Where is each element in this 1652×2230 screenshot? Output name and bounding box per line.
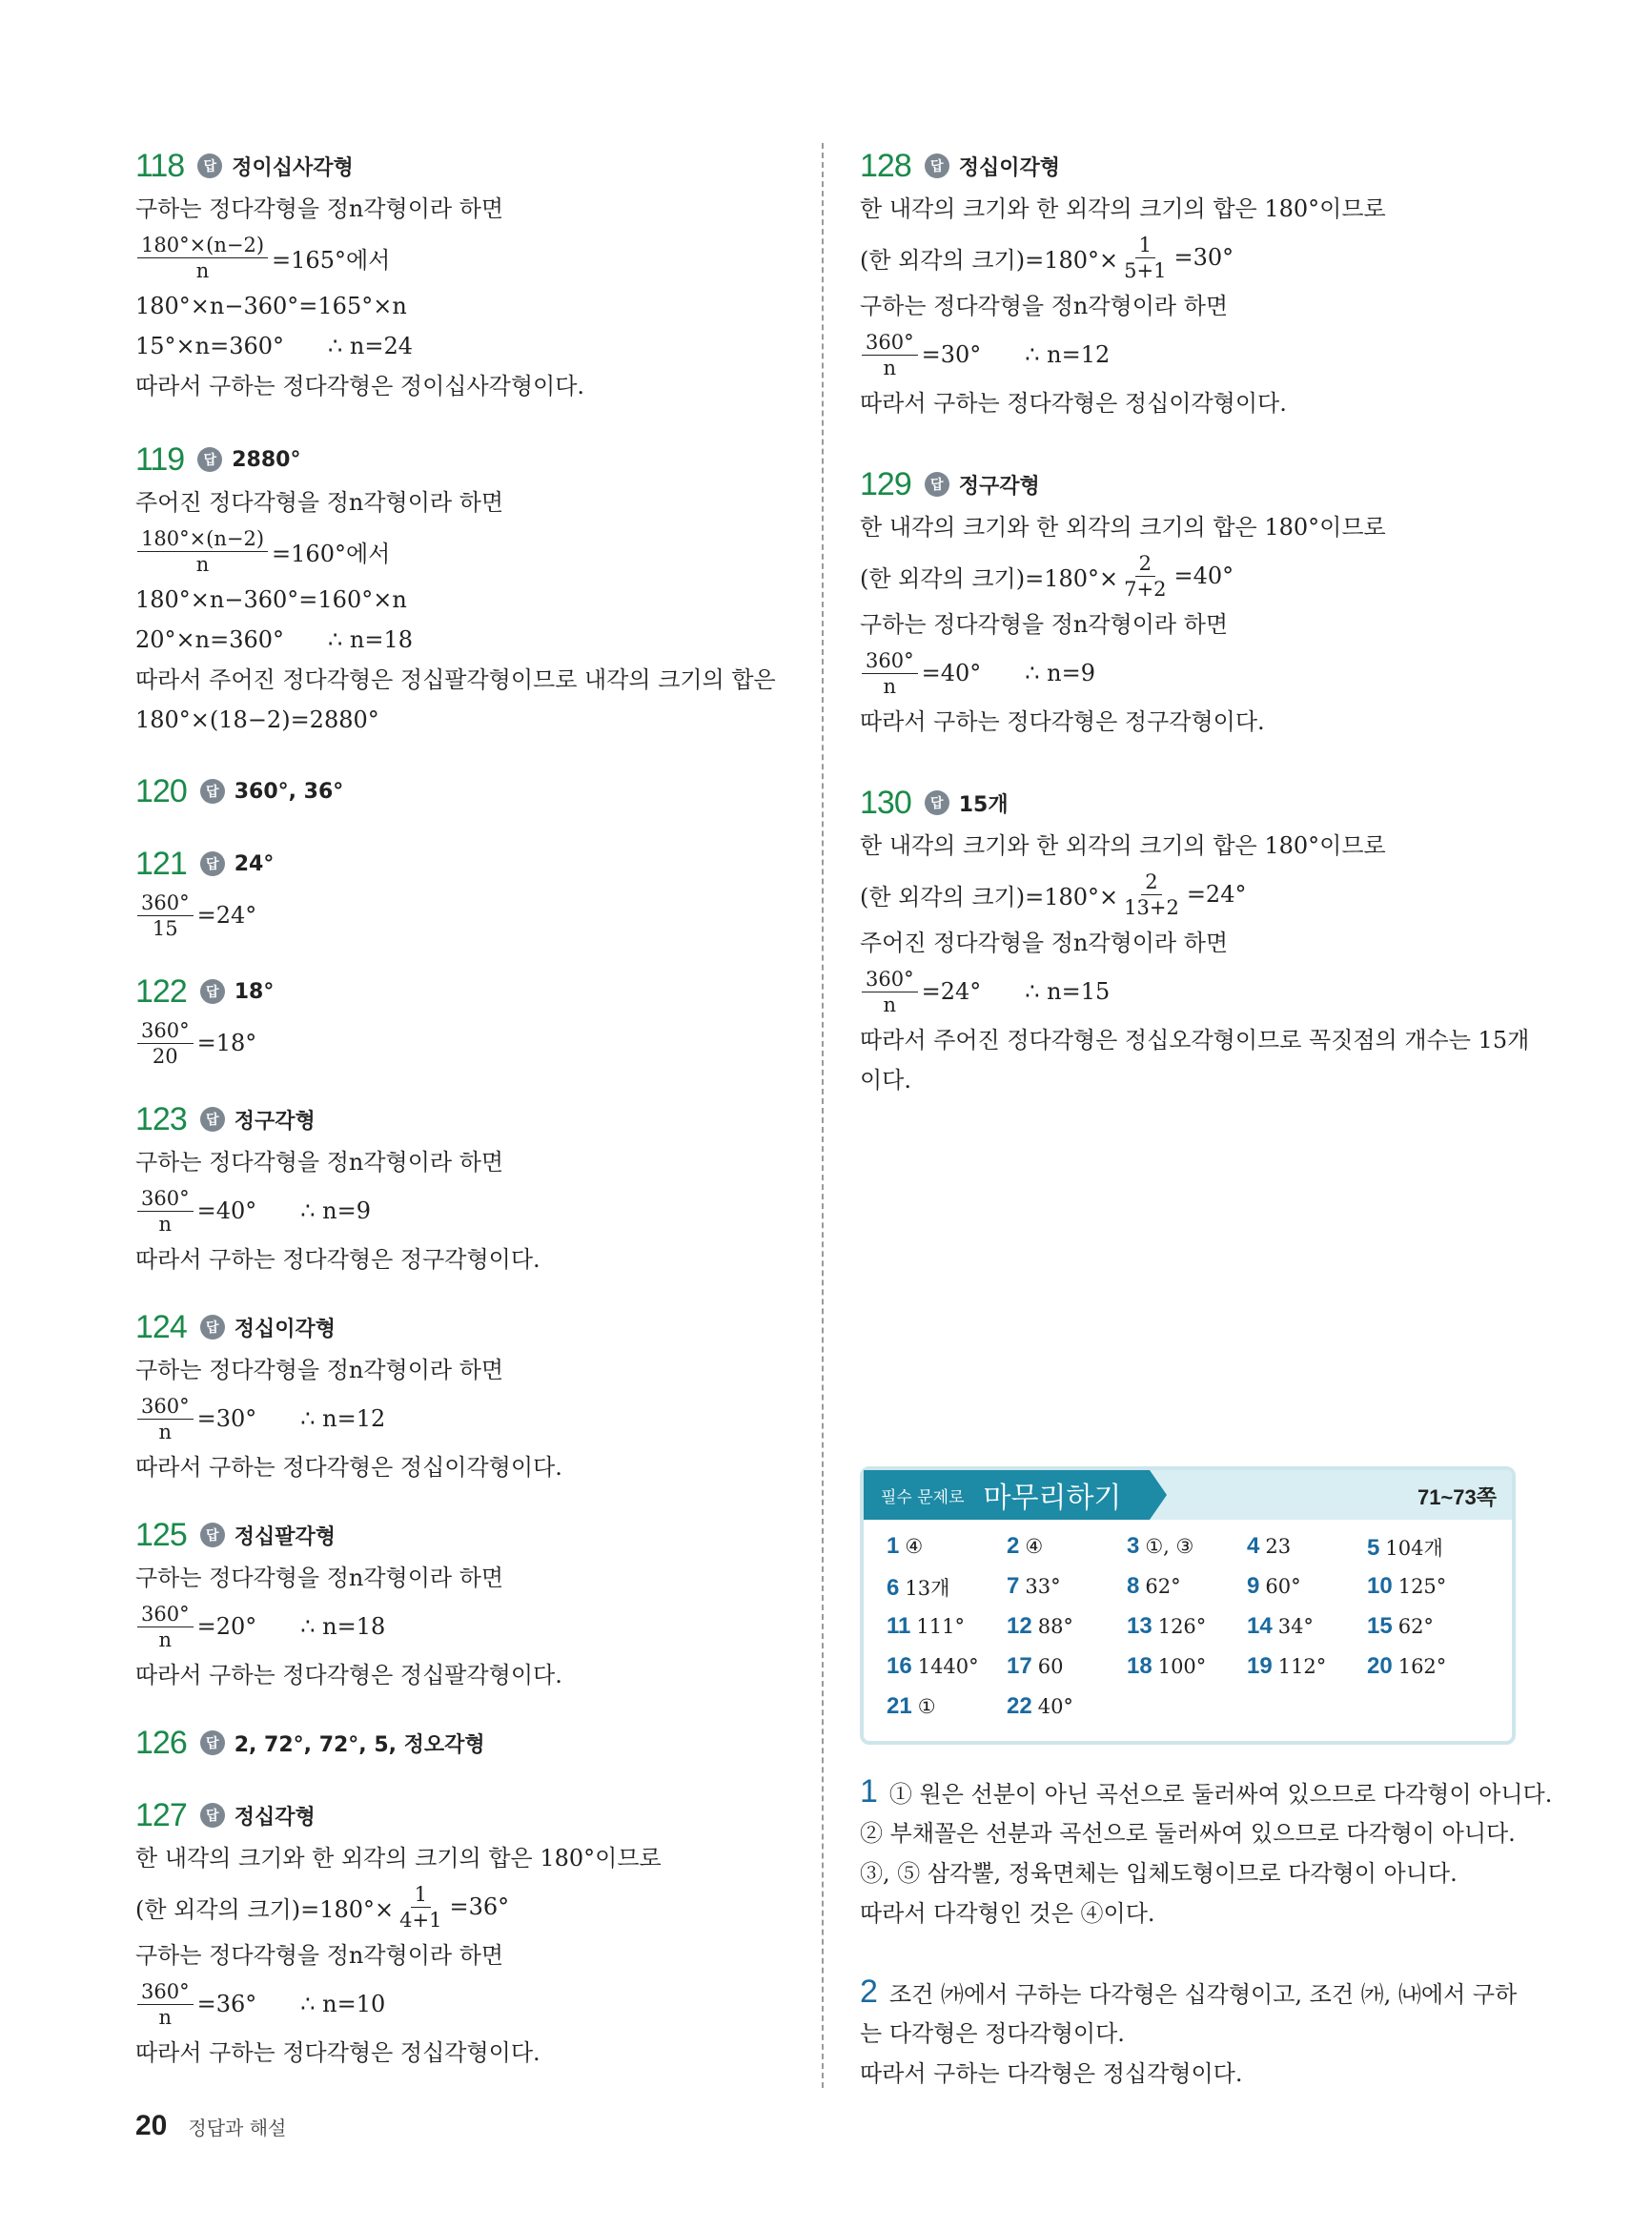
- text-line: 한 내각의 크기와 한 외각의 크기의 합은 180°이므로: [860, 195, 1386, 222]
- equation: [135, 522, 765, 580]
- problem-number: 119: [135, 440, 185, 478]
- text-line: 따라서 구하는 정다각형은 정십이각형이다.: [135, 1454, 562, 1481]
- summary-item-answer: 40°: [1037, 1695, 1073, 1718]
- fraction-numerator: 180°×(n−2): [137, 233, 268, 258]
- text-line: [860, 1970, 1518, 2014]
- summary-item-number: 19: [1247, 1653, 1273, 1679]
- problem-number: 122: [135, 972, 187, 1010]
- text-line: ② 부채꼴은 선분과 곡선으로 둘러싸여 있으므로 다각형이 아니다.: [860, 1820, 1516, 1847]
- equation-rest: =40°: [1173, 563, 1234, 589]
- answer-tag-icon: 답: [200, 1523, 225, 1547]
- equation: [135, 1014, 765, 1072]
- summary-item-number: 10: [1367, 1573, 1393, 1599]
- answer-tag-icon: 답: [197, 447, 222, 472]
- equation: [135, 1182, 765, 1239]
- summary-item-answer: ①, ③: [1145, 1535, 1194, 1558]
- conclusion: ∴ n=12: [300, 1405, 386, 1432]
- equation: [135, 620, 765, 660]
- summary-answer-item: [887, 1533, 1007, 1573]
- summary-item-answer: 1440°: [917, 1655, 979, 1678]
- fraction-denominator: 4+1: [399, 1908, 442, 1932]
- fraction-numerator: 180°×(n−2): [137, 526, 268, 552]
- summary-item-answer: 111°: [916, 1615, 965, 1638]
- equation: [860, 326, 1518, 383]
- equation-rest: =30°: [921, 341, 982, 368]
- summary-title: 마무리하기: [983, 1482, 1122, 1515]
- text-line: 주어진 정다각형을 정n각형이라 하면: [135, 489, 504, 516]
- summary-answer-item: [1367, 1533, 1487, 1573]
- summary-answer-item: [1127, 1653, 1247, 1693]
- summary-item-number: 22: [1007, 1693, 1032, 1719]
- summary-row: [887, 1533, 1497, 1573]
- equation: [860, 229, 1518, 286]
- summary-answer-item: [1247, 1533, 1367, 1573]
- fraction-denominator: n: [195, 258, 210, 282]
- summary-item-number: 11: [887, 1613, 911, 1639]
- problem-number: 129: [860, 465, 911, 502]
- summary-answer-box: [860, 1466, 1516, 1745]
- equation-rest: =160°에서: [272, 540, 391, 567]
- fraction-numerator: 360°: [862, 648, 918, 674]
- equation-rest: =24°: [1186, 881, 1247, 908]
- explanation-text: 조건 ㈎에서 구하는 다각형은 십각형이고, 조건 ㈎, ㈏에서 구하: [888, 1981, 1518, 2008]
- summary-answer-item: [1127, 1573, 1247, 1613]
- answer-tag-icon: 답: [200, 979, 225, 1004]
- text-line: 180°×n−360°=160°×n: [135, 586, 407, 613]
- text-line: ③, ⑤ 삼각뿔, 정육면체는 입체도형이므로 다각형이 아니다.: [860, 1860, 1458, 1887]
- summary-answer-item: [1367, 1573, 1487, 1613]
- fraction-denominator: n: [158, 1212, 173, 1236]
- fraction-denominator: n: [158, 1420, 173, 1443]
- fraction-denominator: 15: [152, 916, 178, 940]
- summary-item-number: 6: [887, 1575, 900, 1601]
- text-line: 따라서 구하는 정다각형은 정구각형이다.: [860, 708, 1265, 735]
- problem-number: 123: [135, 1100, 187, 1137]
- page-footer: [135, 2110, 286, 2142]
- summary-item-answer: 100°: [1157, 1655, 1207, 1678]
- problem-118: [135, 143, 765, 406]
- conclusion: ∴ n=9: [1025, 660, 1095, 686]
- text-line: 따라서 다각형인 것은 ④이다.: [860, 1900, 1155, 1927]
- text-line: 따라서 구하는 정다각형은 정십이각형이다.: [860, 390, 1287, 417]
- equation-prefix: (한 외각의 크기)=180°×: [860, 883, 1119, 910]
- equation-part: 15°×n=360°: [135, 333, 285, 359]
- equation-rest: =30°: [1173, 244, 1234, 271]
- summary-item-number: 14: [1247, 1613, 1273, 1639]
- summary-row: [887, 1653, 1497, 1693]
- summary-item-answer: 60: [1037, 1655, 1064, 1678]
- equation-rest: =24°: [196, 902, 257, 929]
- problem-number: 124: [135, 1308, 187, 1345]
- answer: 정십이각형: [958, 155, 1060, 180]
- summary-item-number: 1: [887, 1533, 900, 1559]
- text-line: 구하는 정다각형을 정n각형이라 하면: [135, 1942, 504, 1969]
- answer: 360°, 36°: [234, 779, 344, 804]
- problem-number: 120: [135, 772, 187, 809]
- summary-item-answer: 62°: [1397, 1615, 1434, 1638]
- text-line: 따라서 구하는 정다각형은 정십팔각형이다.: [135, 1662, 562, 1688]
- fraction-numerator: 1: [1135, 233, 1155, 258]
- text-line: 이다.: [860, 1067, 911, 1094]
- problem-119: [135, 437, 776, 740]
- summary-item-answer: 126°: [1157, 1615, 1207, 1638]
- summary-item-answer: ④: [1025, 1535, 1044, 1558]
- text-line: 구하는 정다각형을 정n각형이라 하면: [135, 195, 504, 222]
- explanation-1: [860, 1770, 1553, 1933]
- summary-item-answer: 13개: [905, 1577, 950, 1600]
- fraction-numerator: 2: [1135, 551, 1155, 577]
- equation: [135, 326, 765, 366]
- summary-answer-item: [887, 1693, 1007, 1733]
- problem-number: 125: [135, 1516, 187, 1553]
- summary-answer-item: [1007, 1573, 1127, 1613]
- summary-answer-grid: [887, 1533, 1497, 1733]
- problem-120: [135, 768, 765, 814]
- answer-tag-icon: 답: [925, 153, 949, 178]
- answer: 정십이각형: [234, 1317, 336, 1341]
- summary-item-answer: 23: [1265, 1535, 1292, 1558]
- summary-item-answer: 162°: [1397, 1655, 1447, 1678]
- text-line: 따라서 주어진 정다각형은 정십팔각형이므로 내각의 크기의 합은: [135, 666, 776, 693]
- problem-number: 121: [135, 845, 187, 882]
- problem-121: [135, 841, 765, 944]
- summary-item-number: 5: [1367, 1535, 1380, 1561]
- summary-item-number: 13: [1127, 1613, 1152, 1639]
- conclusion: ∴ n=18: [328, 626, 414, 653]
- problem-127: [135, 1792, 765, 2073]
- fraction-denominator: 20: [152, 1044, 178, 1068]
- answer: 정구각형: [958, 474, 1040, 499]
- text-line: 한 내각의 크기와 한 외각의 크기의 합은 180°이므로: [135, 1845, 662, 1872]
- text-line: 구하는 정다각형을 정n각형이라 하면: [135, 1565, 504, 1591]
- text-line: 한 내각의 크기와 한 외각의 크기의 합은 180°이므로: [860, 832, 1386, 859]
- fraction-numerator: 360°: [137, 1979, 194, 2005]
- summary-answer-item: [1007, 1533, 1127, 1573]
- problem-124: [135, 1304, 765, 1487]
- fraction-denominator: 5+1: [1124, 258, 1167, 282]
- summary-answer-item: [1127, 1533, 1247, 1573]
- summary-item-number: 9: [1247, 1573, 1260, 1599]
- problem-125: [135, 1512, 765, 1695]
- answer: 정십각형: [234, 1805, 316, 1830]
- text-line: [860, 1770, 1553, 1813]
- summary-item-number: 3: [1127, 1533, 1140, 1559]
- problem-122: [135, 969, 765, 1072]
- equation-rest: =20°: [196, 1613, 257, 1640]
- problem-126: [135, 1720, 765, 1766]
- text-line: 따라서 구하는 다각형은 정십각형이다.: [860, 2060, 1243, 2087]
- fraction-numerator: 360°: [137, 890, 194, 916]
- fraction-numerator: 360°: [862, 967, 918, 992]
- page-number: 20: [135, 2110, 168, 2141]
- summary-answer-item: [1367, 1653, 1487, 1693]
- text-line: 180°×(18−2)=2880°: [135, 706, 379, 733]
- text-line: 따라서 구하는 정다각형은 정십각형이다.: [135, 2039, 540, 2066]
- equation-prefix: (한 외각의 크기)=180°×: [860, 246, 1119, 274]
- equation: [860, 644, 1518, 702]
- equation: [135, 1390, 765, 1447]
- fraction-denominator: 13+2: [1124, 895, 1179, 919]
- text-line: 한 내각의 크기와 한 외각의 크기의 합은 180°이므로: [860, 514, 1386, 541]
- equation-rest: =40°: [921, 660, 982, 686]
- summary-answer-item: [1247, 1653, 1367, 1693]
- summary-answer-item: [887, 1613, 1007, 1653]
- summary-answer-item: [887, 1653, 1007, 1693]
- fraction-numerator: 2: [1141, 869, 1161, 895]
- summary-item-number: 4: [1247, 1533, 1260, 1559]
- conclusion: ∴ n=18: [300, 1613, 386, 1640]
- problem-number: 126: [135, 1724, 187, 1761]
- answer-tag-icon: 답: [200, 1315, 225, 1340]
- text-line: 180°×n−360°=165°×n: [135, 293, 407, 319]
- text-line: 따라서 주어진 정다각형은 정십오각형이므로 꼭짓점의 개수는 15개: [860, 1027, 1530, 1054]
- conclusion: ∴ n=24: [328, 333, 414, 359]
- answer: 정구각형: [234, 1109, 316, 1134]
- fraction-denominator: n: [158, 2005, 173, 2029]
- summary-item-answer: ①: [917, 1695, 936, 1718]
- summary-item-answer: ④: [905, 1535, 924, 1558]
- equation: [135, 1975, 765, 2033]
- answer: 2880°: [232, 447, 301, 472]
- equation-rest: =18°: [196, 1030, 257, 1056]
- summary-answer-item: [1367, 1613, 1487, 1653]
- problem-128: [860, 143, 1518, 423]
- summary-item-number: 12: [1007, 1613, 1032, 1639]
- footer-title: 정답과 해설: [188, 2116, 287, 2139]
- problem-number: 130: [860, 784, 911, 821]
- text-line: 따라서 구하는 정다각형은 정구각형이다.: [135, 1246, 540, 1273]
- equation: [860, 963, 1518, 1020]
- fraction-numerator: 360°: [137, 1018, 194, 1044]
- text-line: 는 다각형은 정다각형이다.: [860, 2020, 1125, 2047]
- summary-answer-item: [1007, 1693, 1127, 1733]
- summary-item-number: 17: [1007, 1653, 1032, 1679]
- summary-item-number: 2: [1007, 1533, 1020, 1559]
- conclusion: ∴ n=9: [300, 1197, 371, 1224]
- answer-tag-icon: 답: [200, 779, 225, 804]
- problem-123: [135, 1096, 765, 1279]
- answer: 2, 72°, 72°, 5, 정오각형: [234, 1732, 485, 1757]
- summary-item-answer: 62°: [1145, 1575, 1181, 1598]
- conclusion: ∴ n=15: [1025, 978, 1111, 1005]
- answer: 18°: [234, 979, 275, 1004]
- explanation-number: 2: [860, 1974, 878, 2010]
- summary-answer-item: [887, 1573, 1007, 1613]
- summary-row: [887, 1613, 1497, 1653]
- summary-answer-item: [1007, 1653, 1127, 1693]
- equation: [135, 229, 765, 286]
- fraction-numerator: 360°: [137, 1602, 194, 1627]
- fraction-denominator: n: [883, 992, 897, 1016]
- summary-header: [864, 1470, 1512, 1520]
- fraction-denominator: 7+2: [1124, 577, 1167, 601]
- summary-answer-item: [1007, 1613, 1127, 1653]
- column-divider: [822, 143, 824, 2088]
- equation-rest: =30°: [196, 1405, 257, 1432]
- problem-number: 128: [860, 147, 911, 184]
- summary-row: [887, 1573, 1497, 1613]
- fraction-denominator: n: [195, 552, 210, 576]
- problem-129: [860, 461, 1518, 742]
- equation-prefix: (한 외각의 크기)=180°×: [860, 564, 1119, 592]
- summary-answer-item: [1127, 1613, 1247, 1653]
- summary-item-answer: 60°: [1265, 1575, 1301, 1598]
- text-line: 구하는 정다각형을 정n각형이라 하면: [135, 1149, 504, 1176]
- summary-item-number: 7: [1007, 1573, 1020, 1599]
- explanation-number: 1: [860, 1773, 878, 1810]
- equation: [860, 547, 1518, 604]
- equation-rest: =40°: [196, 1197, 257, 1224]
- answer: 정십팔각형: [234, 1524, 336, 1549]
- conclusion: ∴ n=10: [300, 1991, 386, 2017]
- summary-item-number: 8: [1127, 1573, 1140, 1599]
- answer: 15개: [958, 792, 1009, 817]
- equation-part: 20°×n=360°: [135, 626, 285, 653]
- problem-130: [860, 780, 1530, 1100]
- text-line: 구하는 정다각형을 정n각형이라 하면: [135, 1357, 504, 1383]
- answer-tag-icon: 답: [197, 153, 222, 178]
- answer-tag-icon: 답: [200, 1107, 225, 1132]
- explanation-text: ① 원은 선분이 아닌 곡선으로 둘러싸여 있으므로 다각형이 아니다.: [888, 1781, 1553, 1808]
- conclusion: ∴ n=12: [1025, 341, 1111, 368]
- equation: [135, 887, 765, 944]
- text-line: 따라서 구하는 정다각형은 정이십사각형이다.: [135, 373, 585, 399]
- text-line: 구하는 정다각형을 정n각형이라 하면: [860, 293, 1229, 319]
- summary-item-answer: 112°: [1277, 1655, 1327, 1678]
- summary-item-answer: 88°: [1037, 1615, 1073, 1638]
- fraction-numerator: 360°: [137, 1186, 194, 1212]
- summary-item-number: 21: [887, 1693, 912, 1719]
- answer-tag-icon: 답: [200, 851, 225, 876]
- equation-rest: =36°: [449, 1893, 510, 1920]
- fraction-numerator: 360°: [137, 1394, 194, 1420]
- answer-tag-icon: 답: [200, 1803, 225, 1828]
- text-line: 구하는 정다각형을 정n각형이라 하면: [860, 611, 1229, 638]
- summary-answer-item: [1247, 1613, 1367, 1653]
- fraction-denominator: n: [158, 1627, 173, 1651]
- fraction-denominator: n: [883, 674, 897, 698]
- summary-badge: 필수 문제로: [871, 1481, 974, 1510]
- equation-prefix: (한 외각의 크기)=180°×: [135, 1895, 395, 1923]
- summary-row: [887, 1693, 1497, 1733]
- answer: 24°: [234, 851, 275, 876]
- summary-item-answer: 125°: [1397, 1575, 1447, 1598]
- text-line: 주어진 정다각형을 정n각형이라 하면: [860, 930, 1229, 956]
- summary-item-number: 18: [1127, 1653, 1152, 1679]
- answer-tag-icon: 답: [200, 1730, 225, 1755]
- fraction-numerator: 1: [411, 1882, 431, 1908]
- equation-rest: =36°: [196, 1991, 257, 2017]
- equation: [860, 866, 1518, 923]
- problem-number: 118: [135, 147, 185, 184]
- equation-rest: =24°: [921, 978, 982, 1005]
- summary-item-answer: 33°: [1025, 1575, 1061, 1598]
- summary-page-range: 71~73쪽: [1417, 1485, 1497, 1509]
- summary-answer-item: [1247, 1573, 1367, 1613]
- summary-item-number: 15: [1367, 1613, 1393, 1639]
- equation: [135, 1878, 765, 1935]
- summary-item-answer: 34°: [1277, 1615, 1314, 1638]
- summary-item-answer: 104개: [1385, 1537, 1443, 1560]
- fraction-numerator: 360°: [862, 330, 918, 356]
- answer-tag-icon: 답: [925, 790, 949, 815]
- equation-rest: =165°에서: [272, 246, 391, 274]
- equation: [135, 1598, 765, 1655]
- summary-item-number: 16: [887, 1653, 912, 1679]
- answer: 정이십사각형: [232, 155, 354, 180]
- fraction-denominator: n: [883, 356, 897, 379]
- problem-number: 127: [135, 1796, 187, 1833]
- explanation-2: [860, 1970, 1518, 2094]
- summary-item-number: 20: [1367, 1653, 1393, 1679]
- answer-tag-icon: 답: [925, 472, 949, 497]
